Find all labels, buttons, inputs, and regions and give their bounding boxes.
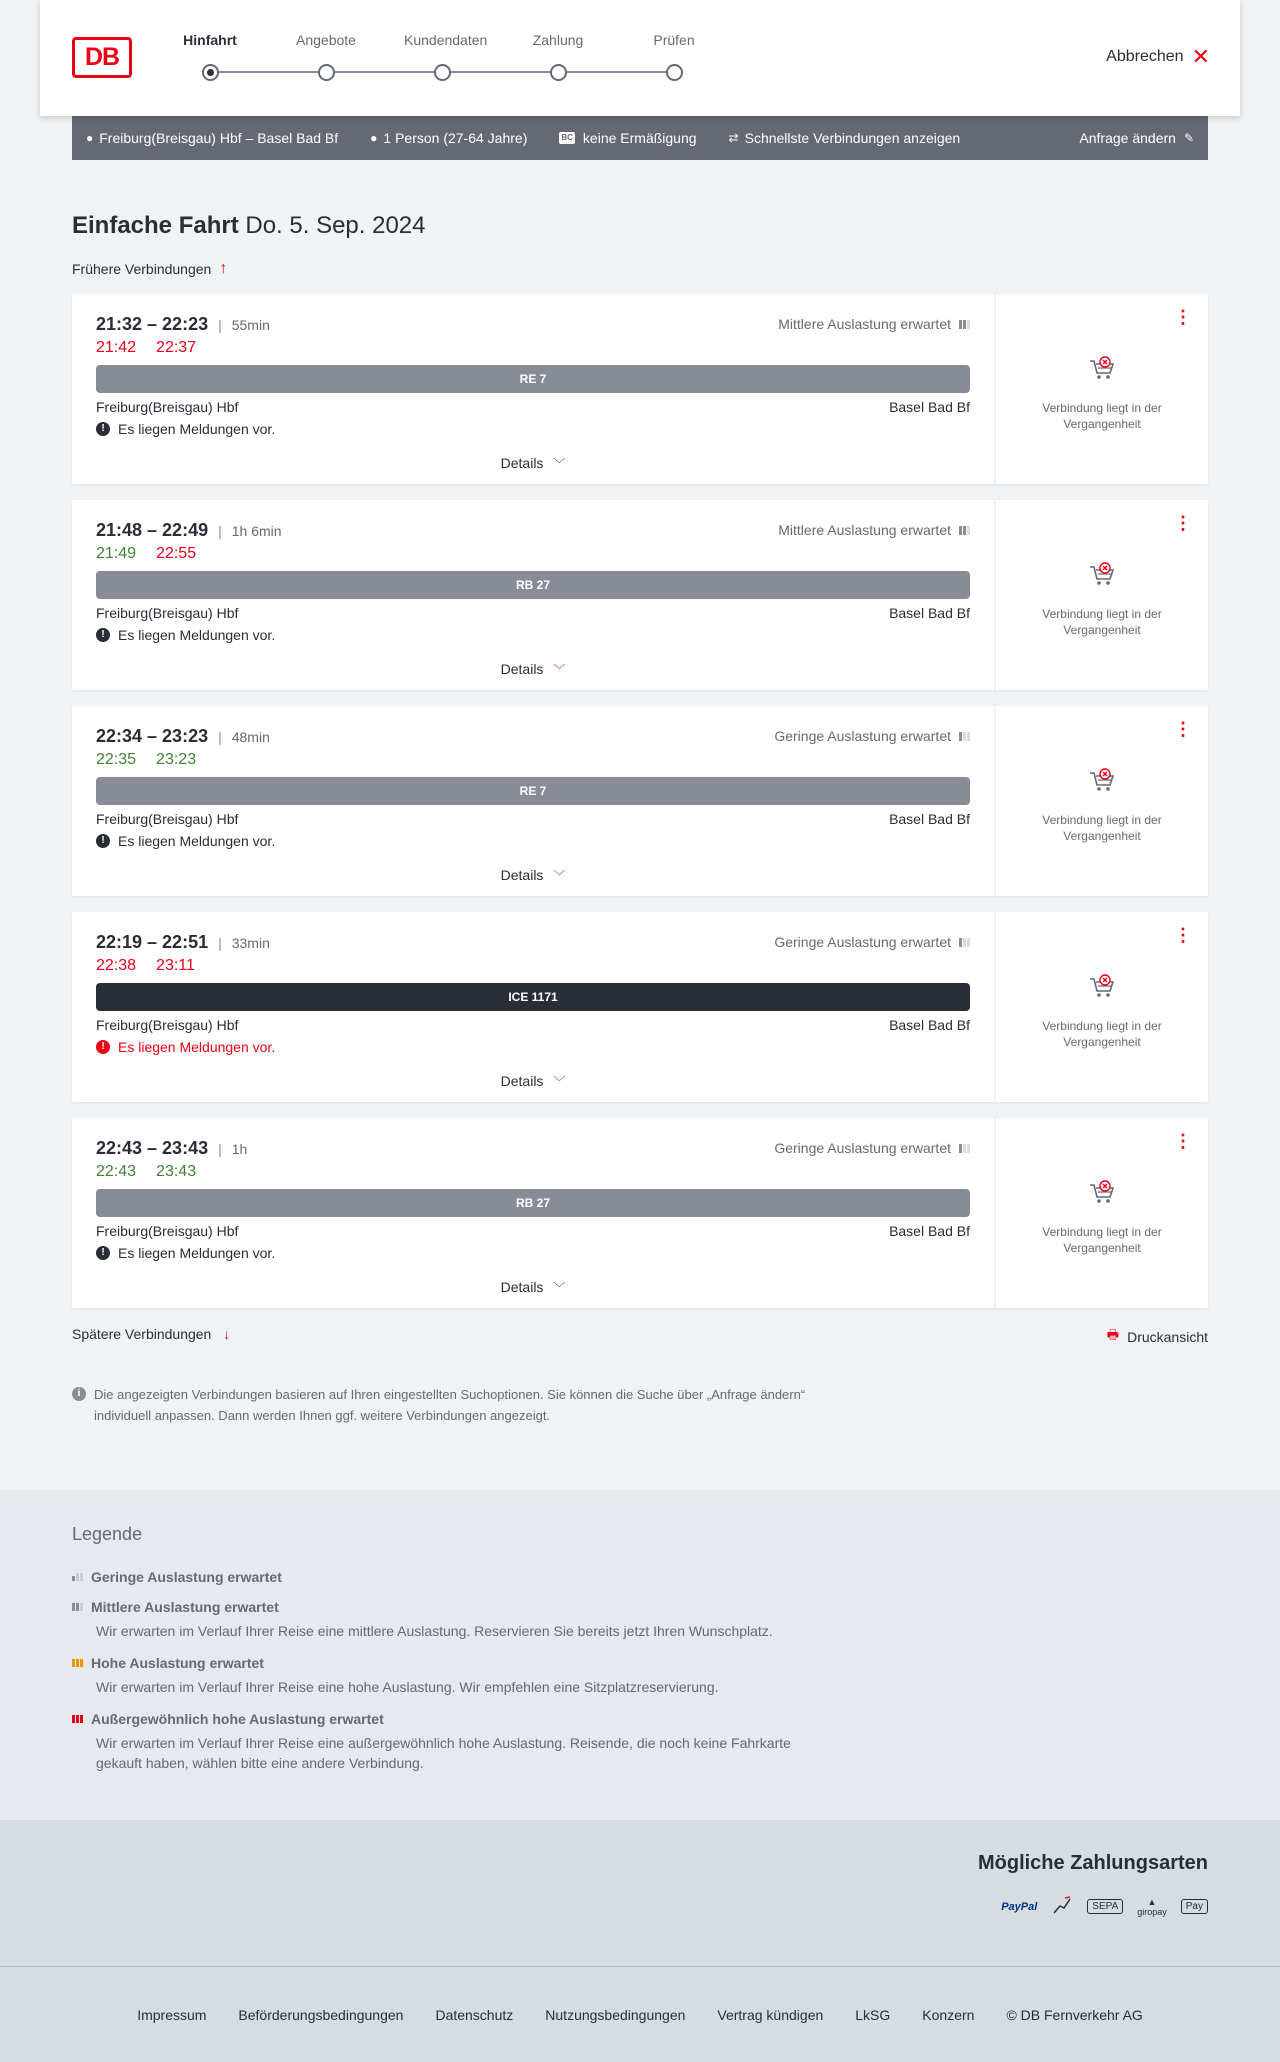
past-connection-text: Verbindung liegt in der Vergangenheit bbox=[1042, 607, 1162, 637]
legend bbox=[0, 1490, 1280, 1820]
details-toggle[interactable] bbox=[72, 1279, 994, 1296]
connection-card[interactable] bbox=[72, 706, 1208, 896]
footer-link-befoerderungsbedingungen[interactable]: Beförderungsbedingungen bbox=[238, 2006, 404, 2023]
planned-time-range: 21:48 – 22:49 bbox=[96, 520, 209, 540]
step-angebote bbox=[288, 32, 364, 81]
origin-station: Freiburg(Breisgau) Hbf bbox=[96, 399, 239, 415]
connection-main bbox=[72, 1118, 996, 1308]
connection-offer bbox=[996, 1118, 1208, 1308]
realtime-arrival: 22:37 bbox=[156, 339, 197, 356]
realtime-times bbox=[96, 545, 970, 563]
sepa-icon: SEPA bbox=[1087, 1899, 1123, 1914]
connection-offer bbox=[996, 294, 1208, 484]
utilization-low-icon bbox=[72, 1573, 83, 1581]
destination-station: Basel Bad Bf bbox=[889, 1017, 970, 1033]
step-kundendaten bbox=[404, 32, 488, 81]
stations bbox=[96, 399, 970, 415]
details-toggle[interactable] bbox=[72, 1073, 994, 1090]
connection-card[interactable] bbox=[72, 912, 1208, 1102]
step-zahlung bbox=[520, 32, 596, 81]
planned-time-range: 21:32 – 22:23 bbox=[96, 314, 209, 334]
step-dot bbox=[666, 64, 683, 81]
planned-time-range: 22:43 – 23:43 bbox=[96, 1138, 209, 1158]
legend-item-low bbox=[72, 1569, 1208, 1585]
connection-offer bbox=[996, 500, 1208, 690]
payment-title: Mögliche Zahlungsarten bbox=[977, 1852, 1208, 1874]
query-route bbox=[86, 130, 338, 146]
step-dot bbox=[318, 64, 335, 81]
chevron-down-icon: ﹀ bbox=[553, 1281, 566, 1295]
more-options-icon[interactable]: ⋮ bbox=[1174, 1131, 1192, 1151]
separator: | bbox=[218, 935, 222, 951]
apple-pay-icon: Pay bbox=[1181, 1899, 1208, 1914]
legend-item-high bbox=[72, 1655, 1208, 1697]
more-options-icon[interactable]: ⋮ bbox=[1174, 513, 1192, 533]
realtime-arrival: 23:43 bbox=[156, 1163, 197, 1180]
query-fastest-text: Schnellste Verbindungen anzeigen bbox=[744, 130, 961, 146]
stations bbox=[96, 1017, 970, 1033]
stations bbox=[96, 605, 970, 621]
query-fastest bbox=[729, 130, 961, 146]
payment-icons bbox=[1001, 1894, 1208, 1919]
duration: 1h 6min bbox=[231, 523, 282, 539]
notice bbox=[96, 833, 970, 849]
origin-station: Freiburg(Breisgau) Hbf bbox=[96, 605, 239, 621]
cancel-button[interactable] bbox=[1106, 44, 1210, 69]
duration: 55min bbox=[231, 317, 270, 333]
cart-unavailable-icon bbox=[996, 768, 1208, 799]
later-label: Spätere Verbindungen bbox=[72, 1326, 212, 1342]
query-summary-bar bbox=[72, 116, 1208, 160]
utilization-medium-icon bbox=[72, 1603, 83, 1611]
realtime-departure: 22:43 bbox=[96, 1163, 137, 1180]
info-icon: i bbox=[72, 1387, 86, 1401]
duration: 1h bbox=[231, 1141, 248, 1157]
bahncard-icon: BC bbox=[561, 133, 573, 142]
legend-item-desc: Wir erwarten im Verlauf Ihrer Reise eine mittlere Auslastung. Reservieren Sie bereits jetzt Ihren Wunschplatz. bbox=[96, 1623, 773, 1639]
alert-icon: ! bbox=[96, 1040, 110, 1054]
pencil-icon: ✎ bbox=[1183, 131, 1194, 145]
legend-item-title: Außergewöhnlich hohe Auslastung erwartet bbox=[91, 1711, 384, 1727]
payment-methods bbox=[0, 1820, 1280, 1966]
giropay-label: giropay bbox=[1137, 1906, 1167, 1917]
utilization-text: Mittlere Auslastung erwartet bbox=[778, 316, 951, 332]
step-label: Zahlung bbox=[532, 32, 584, 48]
duration: 48min bbox=[231, 729, 270, 745]
copyright: © DB Fernverkehr AG bbox=[1006, 2006, 1143, 2023]
close-icon: ✕ bbox=[1191, 44, 1210, 69]
train-segment-bar[interactable]: RE 7 bbox=[96, 777, 970, 805]
destination-station: Basel Bad Bf bbox=[889, 605, 970, 621]
person-icon: ● bbox=[370, 131, 378, 145]
past-connection-text: Verbindung liegt in der Vergangenheit bbox=[1042, 813, 1162, 843]
train-segment-bar[interactable]: ICE 1171 bbox=[96, 983, 970, 1011]
more-options-icon[interactable]: ⋮ bbox=[1174, 925, 1192, 945]
utilization bbox=[778, 316, 970, 332]
footer-link-impressum[interactable]: Impressum bbox=[137, 2006, 207, 2023]
swap-arrows-icon: ⇄ bbox=[728, 131, 739, 145]
cart-unavailable-icon bbox=[996, 562, 1208, 593]
stations bbox=[96, 1223, 970, 1239]
destination-station: Basel Bad Bf bbox=[889, 1223, 970, 1239]
utilization-high-icon bbox=[72, 1659, 83, 1667]
chevron-down-icon: ﹀ bbox=[553, 869, 566, 883]
realtime-times bbox=[96, 1163, 970, 1181]
legend-item-desc: Wir erwarten im Verlauf Ihrer Reise eine außergewöhnlich hohe Auslastung. Reisende, die noch keine Fahrkarte gekauft haben, wählen bitte eine andere Verbindung. bbox=[96, 1735, 791, 1771]
connection-main bbox=[72, 500, 996, 690]
destination-station: Basel Bad Bf bbox=[889, 811, 970, 827]
notice bbox=[96, 627, 970, 643]
cancel-label: Abbrechen bbox=[1106, 48, 1184, 65]
cart-unavailable-icon bbox=[996, 356, 1208, 387]
trip-date: Do. 5. Sep. 2024 bbox=[245, 212, 426, 239]
past-connection-text: Verbindung liegt in der Vergangenheit bbox=[1042, 1019, 1162, 1049]
step-dot bbox=[434, 64, 451, 81]
planned-time-range: 22:19 – 22:51 bbox=[96, 932, 209, 952]
notice-text: Es liegen Meldungen vor. bbox=[118, 1039, 276, 1055]
realtime-departure: 22:38 bbox=[96, 957, 137, 974]
past-connection-text: Verbindung liegt in der Vergangenheit bbox=[1042, 401, 1162, 431]
realtime-times bbox=[96, 751, 970, 769]
planned-time-range: 22:34 – 23:23 bbox=[96, 726, 209, 746]
footer-link-vertrag-kuendigen[interactable]: Vertrag kündigen bbox=[717, 2006, 824, 2023]
origin-station: Freiburg(Breisgau) Hbf bbox=[96, 811, 239, 827]
realtime-departure: 21:49 bbox=[96, 545, 137, 562]
connection-card[interactable] bbox=[72, 1118, 1208, 1308]
footer bbox=[0, 1966, 1280, 2062]
separator: | bbox=[218, 523, 222, 539]
utilization-text: Mittlere Auslastung erwartet bbox=[778, 522, 951, 538]
realtime-departure: 21:42 bbox=[96, 339, 137, 356]
print-label: Druckansicht bbox=[1127, 1329, 1208, 1345]
past-connection-text: Verbindung liegt in der Vergangenheit bbox=[1042, 1225, 1162, 1255]
cart-unavailable-icon bbox=[996, 974, 1208, 1005]
step-hinfahrt bbox=[172, 32, 248, 81]
notice bbox=[96, 1039, 970, 1055]
edit-query-label: Anfrage ändern bbox=[1079, 130, 1176, 146]
duration: 33min bbox=[231, 935, 270, 951]
connection-offer bbox=[996, 706, 1208, 896]
query-discount bbox=[559, 130, 696, 146]
step-label: Prüfen bbox=[653, 32, 695, 48]
legend-item-medium bbox=[72, 1599, 1208, 1641]
legend-item-title: Geringe Auslastung erwartet bbox=[91, 1569, 282, 1585]
chevron-down-icon: ﹀ bbox=[553, 457, 566, 471]
destination-station: Basel Bad Bf bbox=[889, 399, 970, 415]
arrow-up-icon: ↑ bbox=[219, 260, 228, 277]
info-note bbox=[72, 1384, 852, 1426]
step-dot bbox=[550, 64, 567, 81]
details-toggle[interactable] bbox=[72, 661, 994, 678]
print-view-button[interactable] bbox=[1107, 1326, 1208, 1348]
connection-card[interactable] bbox=[72, 500, 1208, 690]
utilization bbox=[778, 522, 970, 538]
notice bbox=[96, 421, 970, 437]
utilization bbox=[774, 728, 970, 744]
step-dot-active bbox=[202, 64, 219, 81]
step-label: Kundendaten bbox=[404, 32, 488, 48]
earlier-connections-button[interactable] bbox=[72, 260, 1208, 278]
connection-offer bbox=[996, 912, 1208, 1102]
step-label: Hinfahrt bbox=[183, 32, 237, 48]
utilization bbox=[774, 1140, 970, 1156]
earlier-label: Frühere Verbindungen bbox=[72, 261, 212, 277]
more-options-icon[interactable]: ⋮ bbox=[1174, 719, 1192, 739]
more-options-icon[interactable]: ⋮ bbox=[1174, 307, 1192, 327]
page-title bbox=[72, 212, 1208, 240]
connection-main bbox=[72, 706, 996, 896]
paypal-icon: PayPal bbox=[1001, 1900, 1038, 1913]
location-pin-icon: ● bbox=[86, 131, 94, 145]
utilization-text: Geringe Auslastung erwartet bbox=[774, 1140, 951, 1156]
separator: | bbox=[218, 729, 222, 745]
notice-text: Es liegen Meldungen vor. bbox=[118, 1245, 276, 1261]
hand-card-icon bbox=[1051, 1894, 1073, 1919]
details-toggle[interactable] bbox=[72, 455, 994, 472]
booking-stepper bbox=[172, 32, 712, 92]
notice-text: Es liegen Meldungen vor. bbox=[118, 421, 276, 437]
train-segment-bar[interactable]: RB 27 bbox=[96, 1189, 970, 1217]
legend-title: Legende bbox=[72, 1524, 143, 1544]
db-logo[interactable]: DB bbox=[72, 37, 132, 78]
footer-link-konzern[interactable]: Konzern bbox=[922, 2006, 975, 2023]
notice bbox=[96, 1245, 970, 1261]
utilization-icon bbox=[959, 1144, 970, 1153]
realtime-departure: 22:35 bbox=[96, 751, 137, 768]
details-label: Details bbox=[500, 867, 544, 883]
giropay-icon: ▲ giropay bbox=[1137, 1896, 1167, 1917]
train-segment-bar[interactable]: RE 7 bbox=[96, 365, 970, 393]
chevron-down-icon: ﹀ bbox=[553, 663, 566, 677]
connection-card[interactable] bbox=[72, 294, 1208, 484]
details-label: Details bbox=[500, 1279, 544, 1295]
utilization bbox=[774, 934, 970, 950]
legend-item-desc: Wir erwarten im Verlauf Ihrer Reise eine hohe Auslastung. Wir empfehlen eine Sitzplatzreservierung. bbox=[96, 1679, 719, 1695]
query-discount-text: keine Ermäßigung bbox=[582, 130, 697, 146]
legend-item-title: Hohe Auslastung erwartet bbox=[91, 1655, 264, 1671]
query-route-text: Freiburg(Breisgau) Hbf – Basel Bad Bf bbox=[99, 130, 339, 146]
realtime-arrival: 23:23 bbox=[156, 751, 197, 768]
utilization-text: Geringe Auslastung erwartet bbox=[774, 934, 951, 950]
origin-station: Freiburg(Breisgau) Hbf bbox=[96, 1017, 239, 1033]
connection-main bbox=[72, 912, 996, 1102]
realtime-arrival: 22:55 bbox=[156, 545, 197, 562]
query-passengers bbox=[370, 130, 527, 146]
alert-icon: ! bbox=[96, 422, 110, 436]
trip-type: Einfache Fahrt bbox=[72, 212, 239, 239]
connection-main bbox=[72, 294, 996, 484]
connection-list bbox=[0, 294, 1280, 1308]
footer-link-nutzungsbedingungen[interactable]: Nutzungsbedingungen bbox=[545, 2006, 686, 2023]
utilization-icon bbox=[959, 732, 970, 741]
details-label: Details bbox=[500, 661, 544, 677]
utilization-icon bbox=[959, 526, 970, 535]
chevron-down-icon: ﹀ bbox=[553, 1075, 566, 1089]
utilization-very-high-icon bbox=[72, 1715, 83, 1723]
step-pruefen bbox=[636, 32, 712, 81]
realtime-arrival: 23:11 bbox=[156, 957, 195, 974]
later-connections-button[interactable] bbox=[72, 1326, 230, 1348]
info-text: Die angezeigten Verbindungen basieren auf Ihren eingestellten Suchoptionen. Sie können die Suche über „Anfrage ändern“ individuell anpassen. Dann werden Ihnen ggf. weitere Verbindungen angezeigt. bbox=[94, 1387, 806, 1423]
arrow-down-icon: ↓ bbox=[223, 1326, 231, 1342]
alert-icon: ! bbox=[96, 1246, 110, 1260]
realtime-times bbox=[96, 339, 970, 357]
separator: | bbox=[218, 1141, 222, 1157]
legend-item-very-high bbox=[72, 1711, 1208, 1773]
notice-text: Es liegen Meldungen vor. bbox=[118, 627, 276, 643]
alert-icon: ! bbox=[96, 628, 110, 642]
origin-station: Freiburg(Breisgau) Hbf bbox=[96, 1223, 239, 1239]
stations bbox=[96, 811, 970, 827]
separator: | bbox=[218, 317, 222, 333]
alert-icon: ! bbox=[96, 834, 110, 848]
details-toggle[interactable] bbox=[72, 867, 994, 884]
footer-link-datenschutz[interactable]: Datenschutz bbox=[435, 2006, 514, 2023]
footer-link-lksg[interactable]: LkSG bbox=[855, 2006, 891, 2023]
train-segment-bar[interactable]: RB 27 bbox=[96, 571, 970, 599]
legend-item-title: Mittlere Auslastung erwartet bbox=[91, 1599, 279, 1615]
realtime-times bbox=[96, 957, 970, 975]
utilization-icon bbox=[959, 320, 970, 329]
details-label: Details bbox=[500, 455, 544, 471]
notice-text: Es liegen Meldungen vor. bbox=[118, 833, 276, 849]
step-label: Angebote bbox=[296, 32, 356, 48]
header bbox=[40, 0, 1240, 116]
utilization-icon bbox=[959, 938, 970, 947]
list-footer-row bbox=[72, 1326, 1208, 1348]
utilization-text: Geringe Auslastung erwartet bbox=[774, 728, 951, 744]
printer-icon: 🖶 bbox=[1106, 1327, 1120, 1342]
details-label: Details bbox=[500, 1073, 544, 1089]
cart-unavailable-icon bbox=[996, 1180, 1208, 1211]
edit-query-button[interactable] bbox=[1079, 130, 1194, 146]
query-passengers-text: 1 Person (27-64 Jahre) bbox=[383, 130, 528, 146]
